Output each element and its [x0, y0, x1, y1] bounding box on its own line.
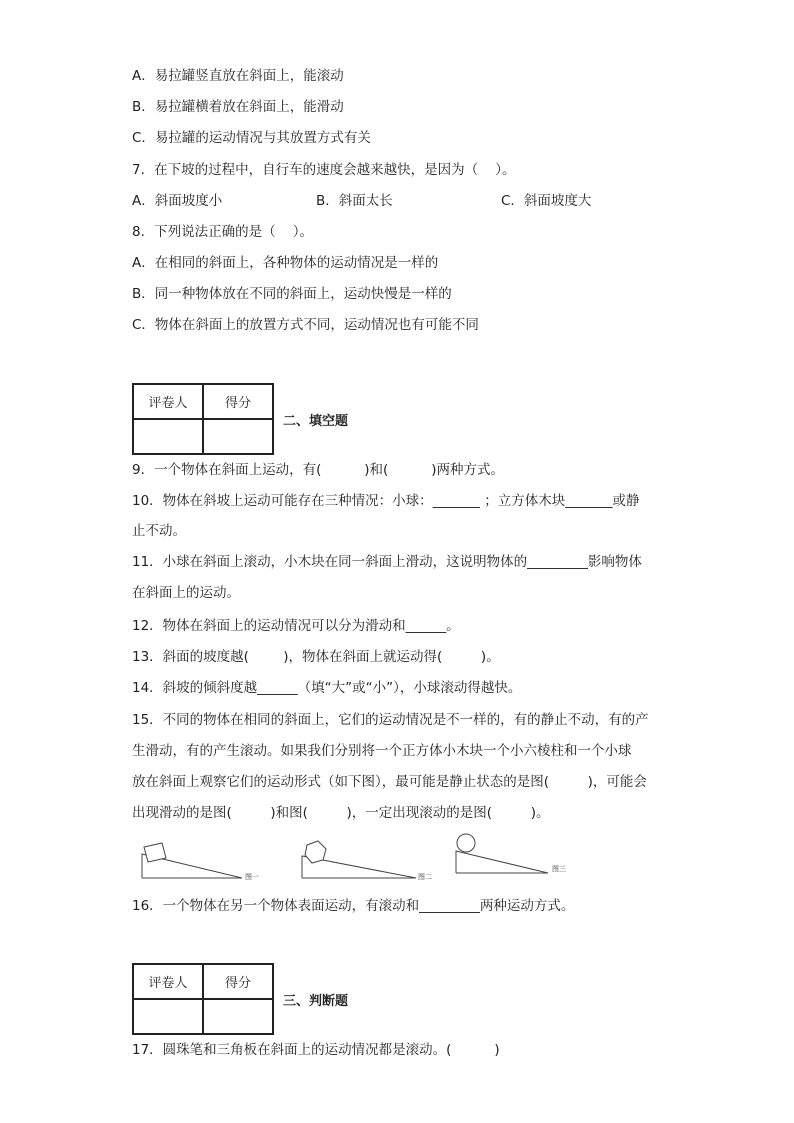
- score-cell[interactable]: [203, 419, 273, 454]
- grader-cell[interactable]: [133, 419, 203, 454]
- score-cell[interactable]: [203, 999, 273, 1034]
- q15-line-3: 放在斜面上观察它们的运动形式（如下图），最可能是静止状态的是图( )，可能会: [132, 774, 647, 790]
- score-box-section-3: [132, 963, 274, 1035]
- q7-option-a: A．斜面坡度小: [132, 193, 223, 209]
- q8-stem: 8．下列说法正确的是（ ）。: [132, 224, 314, 240]
- q10-line-2: 止不动。: [132, 523, 186, 539]
- figure-1-cube-on-slope: [138, 838, 268, 886]
- q9: 9．一个物体在斜面上运动，有( )和( )两种方式。: [132, 462, 504, 478]
- grader-label: 评卷人: [133, 384, 203, 419]
- q8-option-c: C．物体在斜面上的放置方式不同，运动情况也有可能不同: [132, 317, 479, 333]
- score-label: 得分: [203, 384, 273, 419]
- q16: 16．一个物体在另一个物体表面运动，有滚动和_________两种运动方式。: [132, 898, 575, 914]
- q11-line-1: 11．小球在斜面上滚动，小木块在同一斜面上滑动，这说明物体的_________影响物体: [132, 554, 642, 570]
- figure-2-hexagon-on-slope: [298, 836, 438, 886]
- figure-2-label: 图二: [418, 873, 432, 881]
- q7-option-c: C．斜面坡度大: [501, 193, 592, 209]
- q15-line-4: 出现滑动的是图( )和图( )，一定出现滚动的是图( )。: [132, 805, 550, 821]
- q8-option-a: A．在相同的斜面上，各种物体的运动情况是一样的: [132, 255, 439, 271]
- figure-3-label: 图三: [552, 865, 566, 873]
- section-2-title: 二、填空题: [283, 414, 349, 429]
- q6-option-a: A．易拉罐竖直放在斜面上，能滚动: [132, 68, 344, 84]
- q6-option-c: C．易拉罐的运动情况与其放置方式有关: [132, 130, 371, 146]
- grader-cell[interactable]: [133, 999, 203, 1034]
- q7-option-b: B．斜面太长: [316, 193, 393, 209]
- figure-1-label: 图一: [245, 873, 259, 881]
- q10-line-1: 10．物体在斜坡上运动可能存在三种情况：小球：_______ ；立方体木块_______或静: [132, 493, 640, 509]
- q13: 13．斜面的坡度越( )，物体在斜面上就运动得( )。: [132, 649, 500, 665]
- q15-line-1: 15．不同的物体在相同的斜面上，它们的运动情况是不一样的，有的静止不动，有的产: [132, 712, 649, 728]
- q14: 14．斜坡的倾斜度越______（填“大”或“小”），小球滚动得越快。: [132, 680, 522, 696]
- section-3-title: 三、判断题: [283, 994, 349, 1009]
- q17: 17．圆珠笔和三角板在斜面上的运动情况都是滚动。( ): [132, 1042, 500, 1058]
- q6-option-b: B．易拉罐横着放在斜面上，能滑动: [132, 99, 344, 115]
- ball-shape: [457, 834, 475, 852]
- figure-3-ball-on-slope: [452, 829, 582, 879]
- score-label: 得分: [203, 964, 273, 999]
- cube-shape: [144, 843, 166, 862]
- q15-line-2: 生滑动，有的产生滚动。如果我们分别将一个正方体小木块一个小六棱柱和一个小球: [132, 743, 632, 759]
- q12: 12．物体在斜面上的运动情况可以分为滑动和______。: [132, 618, 460, 634]
- q11-line-2: 在斜面上的运动。: [132, 585, 240, 601]
- grader-label: 评卷人: [133, 964, 203, 999]
- hexagon-shape: [305, 841, 326, 863]
- q7-stem: 7．在下坡的过程中，自行车的速度会越来越快，是因为（ ）。: [132, 162, 516, 178]
- q8-option-b: B．同一种物体放在不同的斜面上，运动快慢是一样的: [132, 286, 452, 302]
- score-box-section-2: [132, 383, 274, 455]
